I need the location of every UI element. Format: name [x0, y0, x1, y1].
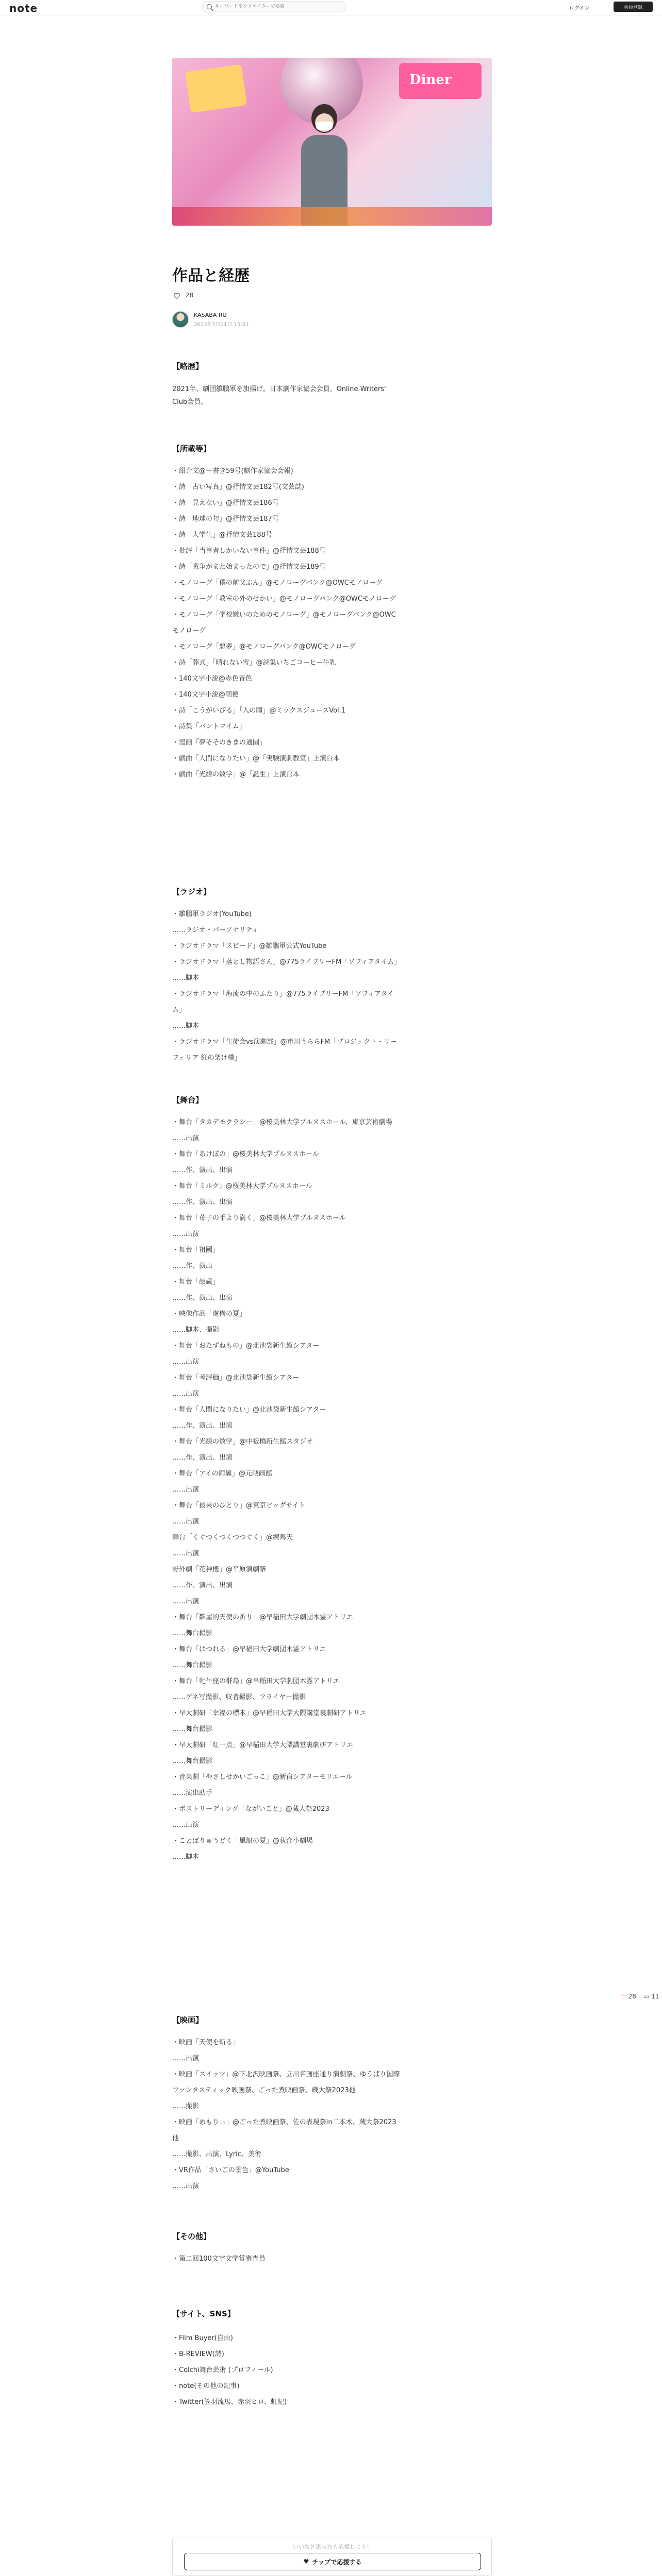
list-item: ・詩「戦争がまた始まったので」@抒情文芸189号 [172, 563, 326, 571]
list-item: ……作、演出、出演 [172, 1198, 233, 1206]
list-item: ……出演 [172, 1230, 200, 1238]
list-item: ・ラジオドラマ「海流の中のふたり」@775ライブリーFM「ソフィアタイ [172, 990, 394, 998]
list-item: ……撮影、出演、Lyric、美術 [172, 2150, 261, 2158]
article-eyecatch-image [172, 58, 492, 226]
list-item: ・詩「大学生」@抒情文芸188号 [172, 531, 272, 539]
list-item: ・舞台「考評価」@北池袋新生館シアター [172, 1374, 300, 1382]
signup-button[interactable]: 会員登録 [614, 2, 653, 12]
search-icon [207, 4, 212, 9]
list-item: ・漫画「夢そそのきまの通園」 [172, 739, 267, 747]
section-heading: 【映画】 [172, 2015, 204, 2025]
bio-section [172, 361, 492, 409]
float-comment-count: 11 [651, 1993, 659, 2000]
list-item: ・第二回100文字文学賞審査員 [172, 2255, 266, 2263]
list-item: ……作、演出 [172, 1262, 213, 1270]
list-item: ……舞台撮影 [172, 1662, 213, 1669]
list-item: ……出演 [172, 2182, 200, 2190]
list-item: 野外劇「花神樓」@平原演劇祭 [172, 1566, 267, 1573]
section-heading: 【略歴】 [172, 362, 204, 371]
list-item: ・ラジオドラマ「落とし物語さん」@775ライブリーFM「ソフィアタイム」 [172, 958, 401, 966]
list-item: ・Colchi舞台芸術 (プロフィール) [172, 2366, 273, 2374]
tip-label: いいなと思ったら応援しよう！ [293, 2544, 372, 2550]
list-item: ・映画「スイッツ」@下北沢映画祭、立川名画座通り演劇祭、ゆうばり国際 [172, 2071, 400, 2078]
list-item: ……作、演出、出演 [172, 1422, 233, 1430]
list-item: ・ラジオドラマ「スピード」@雛鵬軍公式YouTube [172, 942, 327, 950]
list-item: ・ラジオドラマ「生徒会vs演劇部」@市川うららFM「プロジェクト・リー [172, 1038, 397, 1046]
list-item: ・詩「見えない」@抒情文芸186号 [172, 499, 279, 507]
author-name[interactable]: KASABA RU [194, 311, 227, 318]
note-logo[interactable]: note [9, 2, 38, 14]
list-item: ……作、演出、出演 [172, 1294, 233, 1302]
tip-icon: ♥ [303, 2558, 309, 2565]
list-item: ……作、演出、出演 [172, 1582, 233, 1589]
list-item: ・舞台「人間になりたい」@北池袋新生館シアター [172, 1406, 326, 1414]
bio-text: Club会員。 [172, 398, 208, 406]
list-item: ……出演 [172, 1518, 200, 1526]
search-input[interactable] [215, 4, 334, 9]
list-item: 舞台「くぐつくつくつつぐく」@練馬天 [172, 1534, 293, 1541]
list-item: ・音楽劇「やさしせかいごっこ」@新宿シアターモリエール [172, 1773, 353, 1781]
list-item: ・舞台「最果のひとり」@東京ビッグサイト [172, 1502, 306, 1510]
list-item: ・B-REVIEW(詩) [172, 2350, 224, 2358]
list-item: ・舞台「牝牛座の群島」@早稲田大学劇団木霊アトリエ [172, 1677, 340, 1685]
list-item: ・舞台「あけぼの」@桜美林大学プルヌスホール [172, 1150, 319, 1158]
list-item: ……作、演出、出演 [172, 1454, 233, 1462]
list-item: ・詩「古い写真」@抒情文芸182号(文芸誌) [172, 483, 304, 491]
list-item: ・映画「天使を斬る」 [172, 2039, 240, 2046]
list-item: ……出演 [172, 1486, 200, 1494]
search-box[interactable] [202, 1, 346, 12]
section-heading: 【その他】 [172, 2232, 211, 2241]
list-item: ……撮影 [172, 2103, 200, 2110]
list-item: ・舞台「顔蔵」 [172, 1278, 220, 1286]
list-item: ……脚本 [172, 1022, 200, 1030]
list-item: ・戯曲「人間になりたい」@「実験演劇教室」上演台本 [172, 755, 340, 762]
list-item: ……演出助手 [172, 1789, 213, 1797]
list-item: ・紹介文@＋書き59号(劇作家協会会報) [172, 467, 293, 475]
list-item: ・詩「地球の匂」@抒情文芸187号 [172, 515, 279, 523]
list-item: ・モノローグ「学校嫌いのためのモノローグ」@モノローグバンク@OWC [172, 611, 396, 619]
list-item: ……出演 [172, 1821, 200, 1829]
list-item: ……ラジオ・パーソナリティ [172, 926, 259, 934]
list-item: ・舞台「アイの両翼」@元映画館 [172, 1470, 272, 1478]
section-heading: 【舞台】 [172, 1095, 204, 1105]
comment-icon[interactable]: ▭ [643, 1993, 650, 2000]
stage-section [172, 1094, 492, 1865]
author-block[interactable] [172, 311, 249, 328]
list-item: ・早大劇研「紅一点」@早稲田大学大隈講堂裏劇研アトリエ [172, 1741, 353, 1749]
list-item: ・140文字小説@赤色青色 [172, 675, 252, 683]
floating-actions [621, 1993, 659, 2000]
list-item: ……舞台撮影 [172, 1630, 213, 1637]
list-item: ・戯曲「光線の数学」@「誕生」上演台本 [172, 771, 300, 778]
tip-button[interactable] [184, 2553, 481, 2570]
list-item: ……出演 [172, 1358, 200, 1366]
prize-section [172, 443, 492, 783]
list-item: ……舞台撮影 [172, 1725, 213, 1733]
list-item: ……出演 [172, 2055, 200, 2062]
list-item: ……出演 [172, 1598, 200, 1605]
avatar[interactable] [172, 311, 189, 328]
list-item: ・映像作品「虚構の夏」 [172, 1310, 246, 1318]
page-title: 作品と経歴 [172, 267, 250, 285]
list-item: ……出演 [172, 1550, 200, 1557]
list-item: ・舞台「タカデモクラシー」@桜美林大学プルヌスホール、東京芸術劇場 [172, 1118, 392, 1126]
list-item: ……出演 [172, 1134, 200, 1142]
hero-bottom-stripe [172, 207, 492, 226]
list-item: ・舞台「おたずねもの」@北池袋新生館シアター [172, 1342, 320, 1350]
list-item: ・舞台「はつれる」@早稲田大学劇団木霊アトリエ [172, 1646, 326, 1653]
heart-icon[interactable] [173, 292, 180, 299]
section-heading: 【所載等】 [172, 444, 211, 453]
list-item: ・VR作品「さいごの景色」@YouTube [172, 2166, 289, 2174]
list-item: ・舞台「難屋的天使の祈り」@早稲田大学劇団木霊アトリエ [172, 1614, 353, 1621]
hero-neon-sign-left [185, 64, 247, 113]
hero-neon-sign-right: Diner [399, 63, 482, 99]
list-item: ……脚本 [172, 974, 200, 982]
list-item: ・早大劇研「幸福の標本」@早稲田大学大隈講堂裏劇研アトリエ [172, 1709, 367, 1717]
post-date: 2023年7月21日 15:51 [194, 321, 249, 328]
tip-button-label: チップで応援する [312, 2558, 362, 2566]
list-item: ……舞台撮影 [172, 1757, 213, 1765]
section-heading: 【サイト、SNS】 [172, 2309, 235, 2318]
list-item: ・モノローグ「悪夢」@モノローグバンク@OWCモノローグ [172, 643, 356, 651]
list-item: ・舞台「苺子の手より満く」@桜美林大学プルヌスホール [172, 1214, 346, 1222]
article-like-count[interactable] [173, 292, 193, 299]
bio-text: 2021年、劇団雛鵬軍を旗揚げ。日本劇作家協会会員、Online Writers' [172, 385, 386, 393]
list-item: ・舞台「ミルク」@桜美林大学プルヌスホール [172, 1182, 312, 1190]
list-item: ……作、演出、出演 [172, 1166, 233, 1174]
other-section [172, 2231, 492, 2267]
list-item: ・Film Buyer(自由) [172, 2334, 233, 2342]
list-item: ・ことばりゅうどく「風船の夏」@荻窪小劇場 [172, 1837, 313, 1845]
sns-section [172, 2308, 492, 2410]
list-item: ファンタスティック映画祭、ごった煮映画祭、蔵大祭2023他 [172, 2087, 356, 2094]
list-item: ・詩「こうがいびる」「人の瞳」@ミックスジュースVol.1 [172, 707, 346, 715]
heart-icon[interactable]: ♡ [621, 1993, 626, 2000]
list-item: ……脚本、撮影 [172, 1326, 220, 1334]
video-section [172, 2014, 492, 2194]
list-item: ・批評「当事者しかいない事件」@抒情文芸188号 [172, 547, 326, 555]
list-item: 他 [172, 2134, 179, 2142]
login-button[interactable]: ログイン [569, 6, 590, 11]
list-item: ・雛鵬軍ラジオ(YouTube) [172, 910, 252, 918]
list-item: ・モノローグ「僕の前父ぶん」@モノローグバンク@OWCモノローグ [172, 579, 383, 587]
section-heading: 【ラジオ】 [172, 887, 211, 896]
list-item: ム」 [172, 1006, 186, 1014]
list-item: ・Twitter(笠羽流馬、赤羽ヒロ、虹紀) [172, 2398, 287, 2406]
list-item: フェリア 紅の架け橋」 [172, 1054, 241, 1062]
list-item: ……出演 [172, 1390, 200, 1398]
list-item: ・140文字小説@朝便 [172, 691, 239, 699]
float-like-count: 28 [628, 1993, 636, 2000]
list-item: ・舞台「祖國」 [172, 1246, 220, 1254]
list-item: ・詩集「バントマイム」 [172, 723, 246, 731]
list-item: ・note(その他の記事) [172, 2382, 240, 2390]
list-item: ・詩「葬式」「晴れない雪」@詩集いちごコーヒー牛乳 [172, 659, 336, 667]
list-item: ・舞台「光線の数学」@中板橋新生館スタジオ [172, 1438, 313, 1446]
tip-box [172, 2537, 492, 2576]
list-item: ……ゲネ写撮影、収者撮影、フライヤー撮影 [172, 1693, 306, 1701]
like-count-text: 28 [186, 292, 194, 299]
top-navigation-bar [0, 0, 662, 15]
radio-section [172, 886, 492, 1066]
list-item: ・映画「めもりぃ」@ごった煮映画祭、佐の表現祭in二本木、蔵大祭2023 [172, 2119, 396, 2126]
list-item: ・ポストリーディング「ながいごと」@蔵大祭2023 [172, 1805, 329, 1813]
list-item: モノローグ [172, 627, 206, 635]
list-item: ・モノローグ「教室の外のせかい」@モノローグバンク@OWCモノローグ [172, 595, 396, 603]
list-item: ……脚本 [172, 1853, 200, 1861]
